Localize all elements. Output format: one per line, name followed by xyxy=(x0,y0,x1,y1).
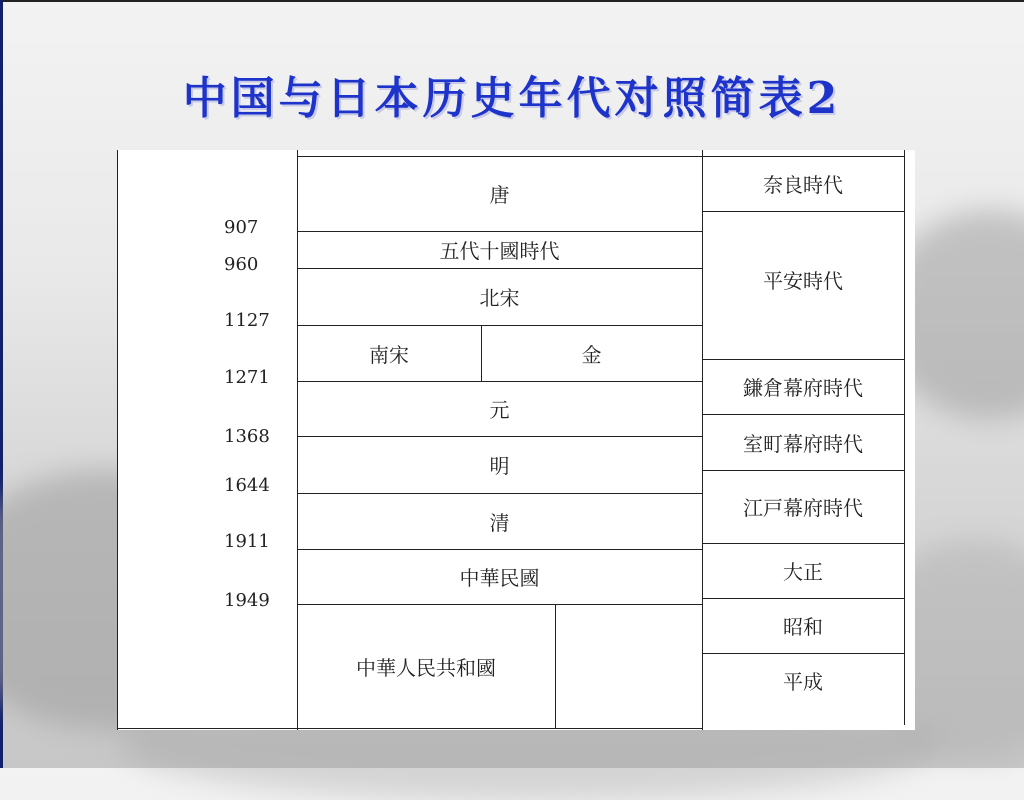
year-label: 1271 xyxy=(224,367,270,388)
dynasty-beisong: 北宋 xyxy=(479,286,520,310)
japan-period-kamakura: 鎌倉幕府時代 xyxy=(743,376,863,400)
japan-period-edo: 江戸幕府時代 xyxy=(743,496,863,520)
japan-period-taisho: 大正 xyxy=(783,560,823,584)
year-label: 960 xyxy=(224,254,259,275)
dynasty-tang: 唐 xyxy=(489,183,510,207)
table-border-left xyxy=(117,150,118,730)
japan-period-heian: 平安時代 xyxy=(763,269,843,293)
year-label: 1368 xyxy=(224,426,270,447)
dynasty-qing: 清 xyxy=(489,510,510,535)
slide-top-border xyxy=(0,0,1024,2)
dynasty-yuan: 元 xyxy=(489,398,510,422)
year-label: 1127 xyxy=(224,310,270,331)
year-label: 907 xyxy=(224,217,259,238)
dynasty-wudai: 五代十國時代 xyxy=(439,239,560,263)
dynasty-ming: 明 xyxy=(489,454,510,478)
period-minguo: 中華民國 xyxy=(459,566,540,590)
japan-column-right-line xyxy=(904,150,905,725)
prc-cell-right-line xyxy=(555,604,556,729)
japan-period-muromachi: 室町幕府時代 xyxy=(743,431,863,456)
year-label: 1949 xyxy=(224,590,270,611)
year-label: 1644 xyxy=(224,475,270,496)
dynasty-jin: 金 xyxy=(581,342,602,367)
japan-period-heisei: 平成 xyxy=(783,670,823,694)
dynasty-nansong: 南宋 xyxy=(369,342,409,367)
period-prc: 中華人民共和國 xyxy=(356,655,496,680)
year-label: 1911 xyxy=(224,531,270,552)
japan-period-showa: 昭和 xyxy=(783,615,823,639)
table-border-bottom xyxy=(117,728,703,729)
slide-title: 中国与日本历史年代对照简表2 xyxy=(182,73,842,124)
japan-period-nara: 奈良時代 xyxy=(763,173,843,197)
timeline-table xyxy=(117,150,915,730)
